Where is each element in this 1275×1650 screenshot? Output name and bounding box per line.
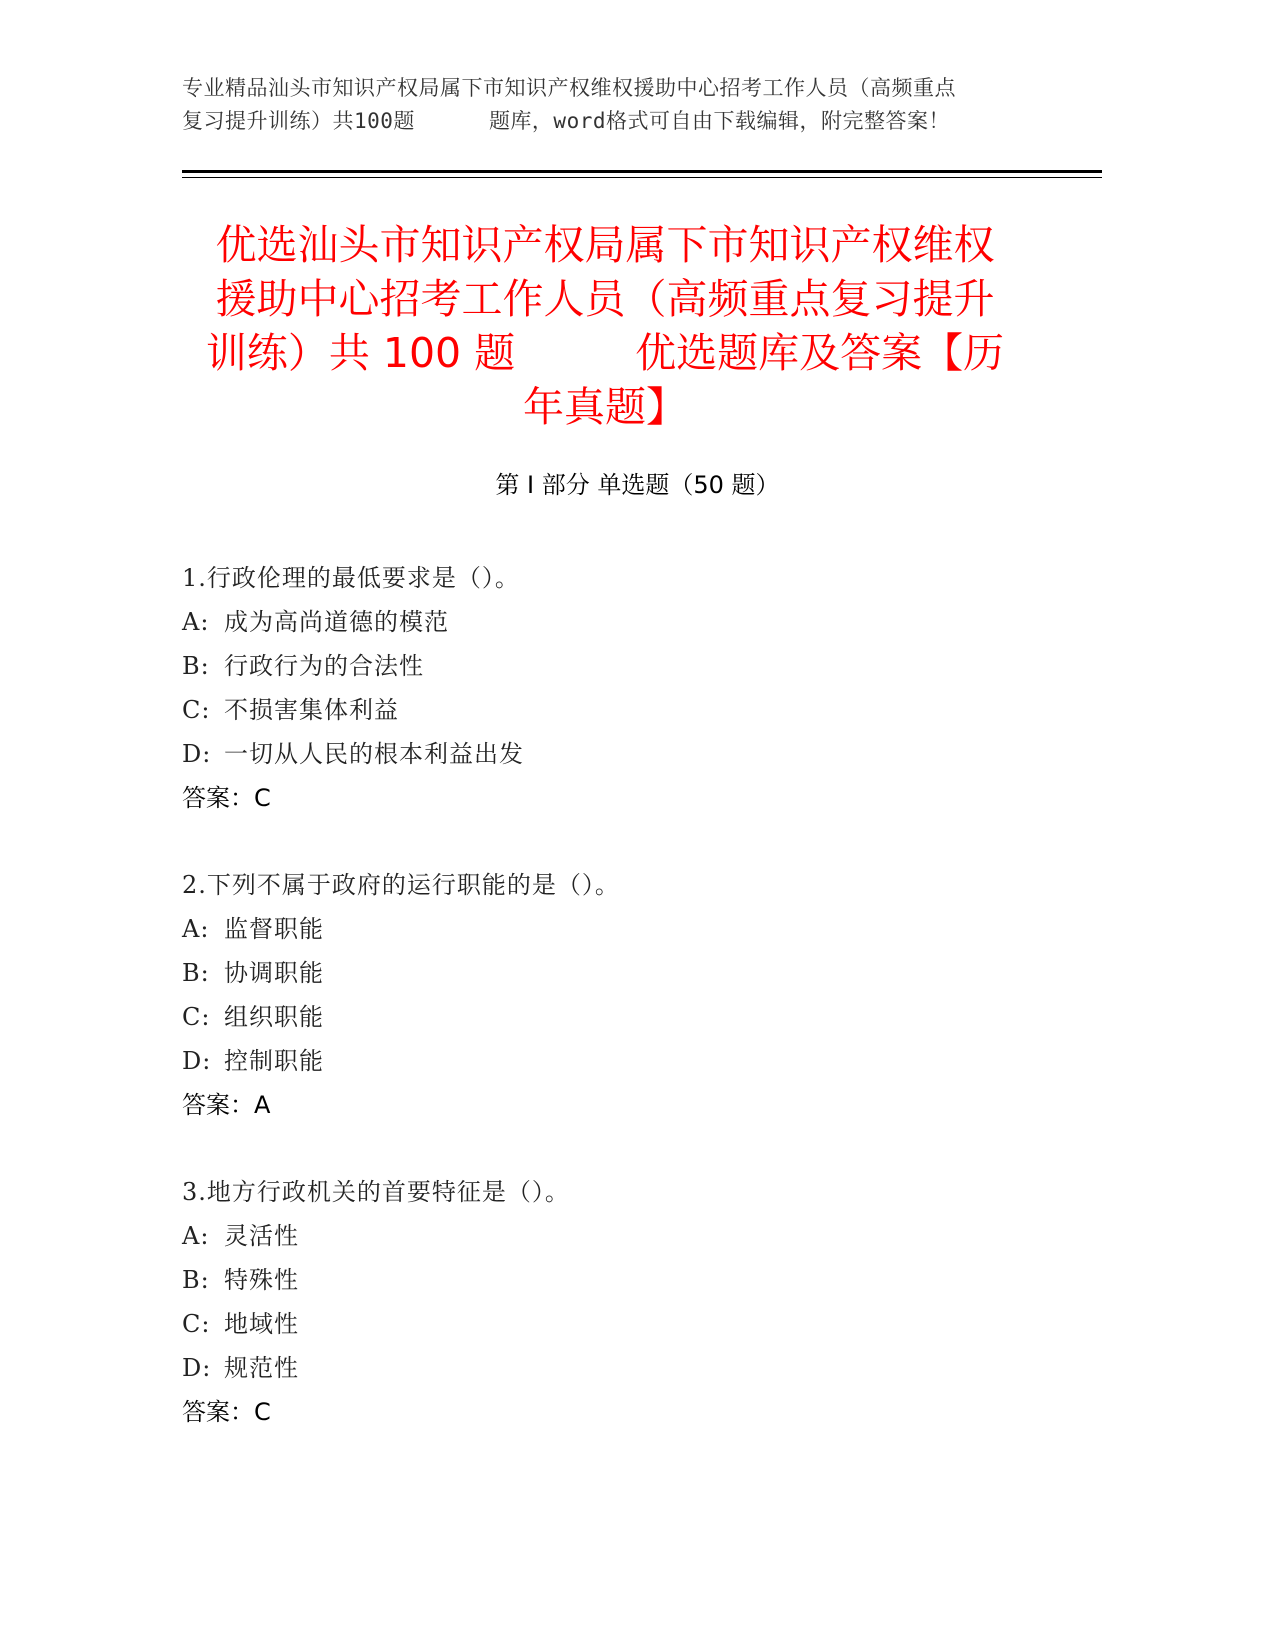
question-stem: 1.行政伦理的最低要求是（）。 bbox=[182, 564, 520, 592]
title-line-3-part-1: 训练）共 100 题 bbox=[205, 329, 516, 377]
question-option bbox=[182, 688, 1082, 732]
header-rule-thick bbox=[182, 170, 1102, 173]
option-text: 行政行为的合法性 bbox=[224, 652, 424, 680]
option-key: D: bbox=[182, 740, 212, 768]
question-option bbox=[182, 644, 1082, 688]
question-option bbox=[182, 995, 1082, 1039]
question-option bbox=[182, 732, 1082, 776]
option-text: 一切从人民的根本利益出发 bbox=[224, 740, 524, 768]
document-title bbox=[190, 218, 1020, 434]
option-text: 控制职能 bbox=[224, 1047, 324, 1075]
header-line-2 bbox=[182, 105, 1062, 138]
question-option bbox=[182, 600, 1082, 644]
option-key: C: bbox=[182, 696, 211, 724]
question-item bbox=[182, 556, 1082, 820]
option-key: A: bbox=[182, 1222, 210, 1250]
option-key: D: bbox=[182, 1354, 212, 1382]
question-item bbox=[182, 1170, 1082, 1434]
option-text: 灵活性 bbox=[224, 1222, 299, 1250]
question-option bbox=[182, 951, 1082, 995]
header-rule-thin bbox=[182, 177, 1102, 178]
title-line-2: 援助中心招考工作人员（高频重点复习提升 bbox=[215, 275, 995, 323]
option-key: B: bbox=[182, 959, 210, 987]
question-option bbox=[182, 1302, 1082, 1346]
option-text: 组织职能 bbox=[224, 1003, 324, 1031]
question-option bbox=[182, 907, 1082, 951]
question-list bbox=[182, 556, 1082, 1477]
option-key: B: bbox=[182, 1266, 210, 1294]
section-heading: 第 I 部分 单选题（50 题） bbox=[495, 471, 780, 499]
option-text: 规范性 bbox=[224, 1354, 299, 1382]
option-key: D: bbox=[182, 1047, 212, 1075]
question-stem: 2.下列不属于政府的运行职能的是（）。 bbox=[182, 871, 620, 899]
title-line-3-part-2: 优选题库及答案【历 bbox=[635, 329, 1005, 377]
option-key: A: bbox=[182, 915, 210, 943]
title-line-3 bbox=[190, 326, 1020, 380]
option-text: 协调职能 bbox=[224, 959, 324, 987]
question-answer: 答案：C bbox=[182, 1398, 271, 1426]
question-stem: 3.地方行政机关的首要特征是（）。 bbox=[182, 1178, 570, 1206]
option-key: A: bbox=[182, 608, 210, 636]
option-text: 特殊性 bbox=[224, 1266, 299, 1294]
option-key: C: bbox=[182, 1003, 211, 1031]
title-line-1: 优选汕头市知识产权局属下市知识产权维权 bbox=[215, 221, 995, 269]
option-text: 地域性 bbox=[224, 1310, 299, 1338]
document-header bbox=[182, 72, 1062, 138]
question-option bbox=[182, 1346, 1082, 1390]
header-line-2-part-2: 题库，word格式可自由下载编辑，附完整答案！ bbox=[488, 109, 951, 133]
header-line-1: 专业精品汕头市知识产权局属下市知识产权维权援助中心招考工作人员（高频重点 bbox=[182, 76, 956, 100]
question-answer: 答案：A bbox=[182, 1091, 271, 1119]
question-answer: 答案：C bbox=[182, 784, 271, 812]
option-key: B: bbox=[182, 652, 210, 680]
option-text: 不损害集体利益 bbox=[224, 696, 399, 724]
option-text: 监督职能 bbox=[224, 915, 324, 943]
option-key: C: bbox=[182, 1310, 211, 1338]
header-line-2-part-1: 复习提升训练）共100题 bbox=[182, 109, 415, 133]
question-option bbox=[182, 1214, 1082, 1258]
question-option bbox=[182, 1039, 1082, 1083]
question-item bbox=[182, 863, 1082, 1127]
option-text: 成为高尚道德的模范 bbox=[224, 608, 449, 636]
title-line-4: 年真题】 bbox=[523, 383, 687, 431]
question-option bbox=[182, 1258, 1082, 1302]
